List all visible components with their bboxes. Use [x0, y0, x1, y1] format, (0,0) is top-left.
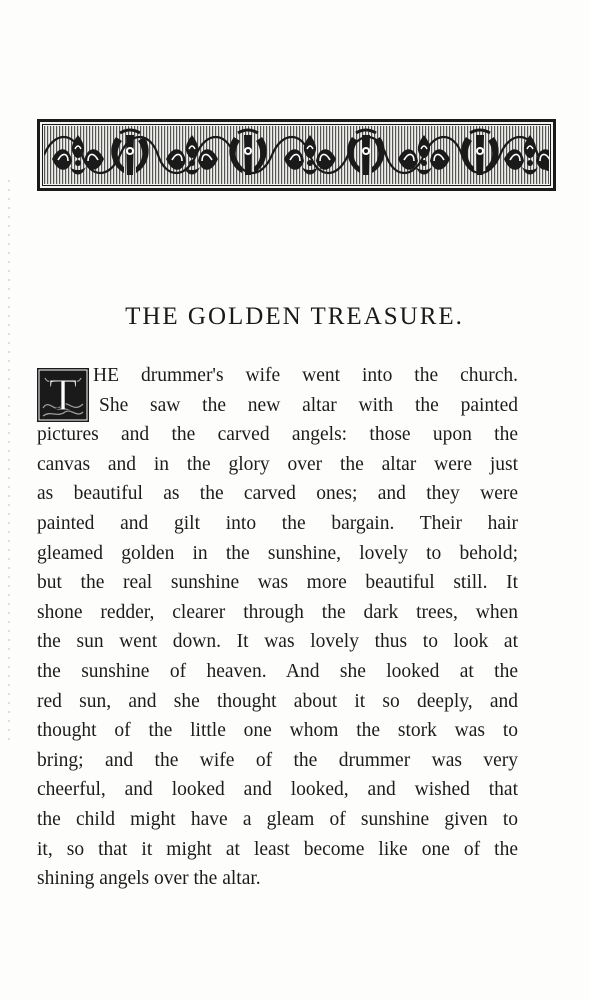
- text-line: shone redder, clearer through the dark trees, when: [37, 601, 518, 623]
- text-line: thought of the little one whom the stork was to: [37, 720, 518, 742]
- text-line: pictures and the carved angels: those upon the: [37, 424, 518, 446]
- text-line: shining angels over the altar.: [37, 868, 261, 890]
- text-line: canvas and in the glory over the altar were just: [37, 453, 518, 475]
- text-line: the child might have a gleam of sunshine given to: [37, 808, 518, 830]
- floral-band-ornament-icon: [44, 126, 549, 184]
- drop-cap-letter: T: [48, 369, 78, 420]
- text-line: gleamed golden in the sunshine, lovely to behold;: [37, 542, 518, 564]
- text-line: bring; and the wife of the drummer was very: [37, 749, 518, 771]
- text-line: but the real sunshine was more beautiful still. It: [37, 572, 518, 594]
- text-line: painted and gilt into the bargain. Their hair: [37, 512, 518, 534]
- text-line: cheerful, and looked and looked, and wished that: [37, 779, 518, 801]
- text-line: HE drummer's wife went into the church.: [93, 365, 518, 386]
- header-ornament: [37, 119, 556, 191]
- text-line: the sun went down. It was lovely thus to look at: [37, 631, 518, 653]
- text-line: the sunshine of heaven. And she looked at the: [37, 660, 518, 682]
- text-line: it, so that it might at least become like one of the: [37, 838, 518, 860]
- story-body: [37, 361, 518, 894]
- story-title: THE GOLDEN TREASURE.: [125, 303, 464, 330]
- text-line: as beautiful as the carved ones; and they were: [37, 483, 518, 505]
- text-line: She saw the new altar with the painted: [99, 394, 518, 416]
- text-line: red sun, and she thought about it so deeply, and: [37, 690, 518, 712]
- page-edge-shadow: [8, 180, 10, 740]
